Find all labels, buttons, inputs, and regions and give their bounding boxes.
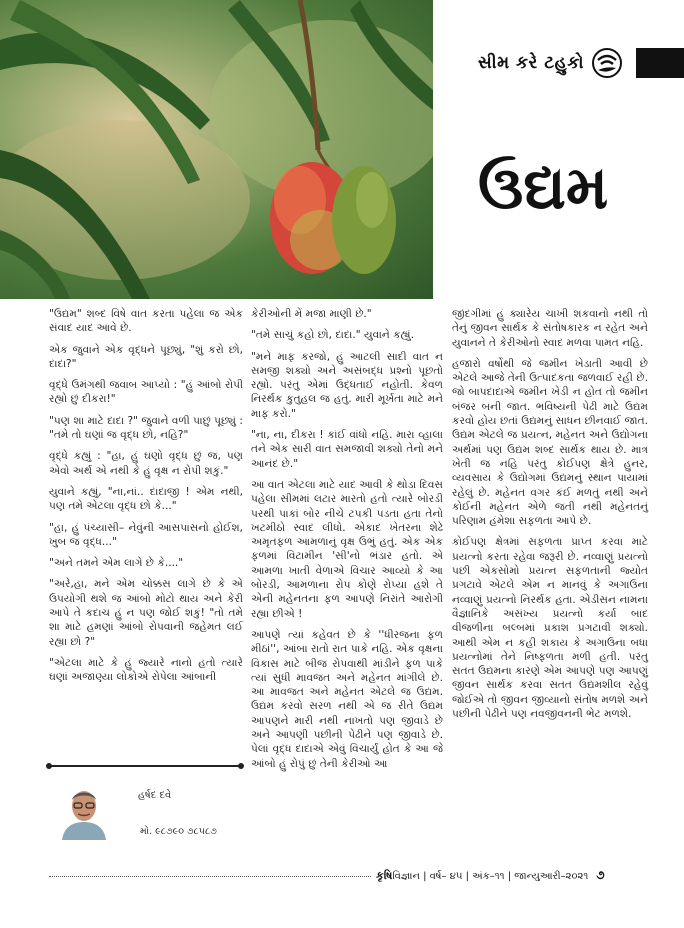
tag-black-bar <box>636 48 684 78</box>
article-headline: ઉદ્યમ <box>478 153 609 223</box>
column-tag <box>478 46 684 80</box>
paragraph: "એટલા માટે કે હું જ્યારે નાનો હતો ત્યારે ઘણાં અજાણ્યા લોકોએ રોપેલા આંબાની <box>49 656 243 684</box>
mango-tree-photo <box>0 0 433 299</box>
paragraph: "અરે,હા, મને એમ ચોક્કસ લાગે છે કે એ ઉપયોગી થશે જ આંબો મોટો થાય અને કેરી આપે તે કદાચ હું ન પણ જોઈ શકું! "તો તમે શા માટે હમણાં આંબો રોપવાની જહેમત લઈ રહ્યા છો ?" <box>49 578 243 648</box>
paragraph: હજારો વર્ષોથી જે જમીન ખેડાતી આવી છે એટલે આજે તેની ઉત્પાદકતા જળવાઈ રહી છે. જો બાપદાદાએ જમીન ખેડી ન હોત તો જમીન બંજર બની જાત. ભવિષ્યની પેઢી માટે ઉદ્યમ કરવો હોય છતાં ઉદ્યમનું સાધન છીનવાઈ જાત. ઉદ્યમ એટલે જ પ્રયત્ન, મહેનત અને ઉદ્યોગના અર્થમાં પણ ઉદ્યમ શબ્દ સાર્થક થાય છે. માત્ર ખેતી જ નહિ પરંતુ કોઈપણ ક્ષેત્રે હુનર, વ્યવસાય કે ઉદ્યોગમાં ઉદ્યમનું સ્થાન પાયામાં રહેલું છે. મહેનત વગર કંઈ મળતું નથી અને કોઈની મહેનત એળે જતી નથી મહેનતનું પરિણામ હંમેશા સફળતા આપે છે. <box>452 357 648 528</box>
hero-mango-photo <box>0 0 433 299</box>
author-portrait <box>58 784 110 840</box>
article-column-1 <box>49 307 243 692</box>
author-mobile: મો. ૯૮૭૯૦ ૭૮૫૮૭ <box>140 826 217 837</box>
paragraph: "તમે સાચું કહો છો, દાદા." યુવાને કહ્યું. <box>251 329 414 342</box>
footer-brand: કૃષિ <box>376 869 393 882</box>
paragraph: "હા, હું પંચ્યાસી– નેવુંની આસપાસનો હોઈશ, ખુબ જ વૃદ્ધ..." <box>49 521 243 548</box>
column-tag-label: સીમ કરે ટહુકો <box>478 53 584 73</box>
paragraph: કોઈપણ ક્ષેત્રમાં સફળતા પ્રાપ્ત કરવા માટે પ્રયત્નો કરતા રહેવા જરૂરી છે. નવ્વાણું પ્રયત્નો પછી એકસોમો પ્રયત્ન સફળતાની જ્યોત પ્રગટાવે એટલે એમ ન માનવું કે અગાઉના નવ્વાણું પ્રયત્નો નિરર્થક હતા. એડીસન નામના વૈજ્ઞાનિકે અસંખ્ય પ્રયત્નો કર્યા બાદ વીજળીના બલ્બમાં પ્રકાશ પ્રગટાવી શક્યો. આથી એમ ન કહી શકાય કે અગાઉના બધા પ્રયત્નોમાં તેને નિષ્ફળતા મળી હતી. પરંતુ સતત ઉદ્યમના કારણે એમ આપણે પણ આપણું જીવન સાર્થક કરવા સતત ઉદ્યમશીલ રહેવું જોઈએ તો જીવન જીવ્યાનો સંતોષ મળશે અને પછીની પેઢીને પણ નવજીવનની ભેટ મળશે. <box>452 536 648 721</box>
paragraph: યુવાને કહ્યું, "ના,નાં.. દાદાજી ! એમ નથી, પણ તમે એટલા વૃદ્ધ છો કે..." <box>49 485 243 513</box>
paragraph: વૃદ્ધે કહ્યું : "હા, હું ઘણો વૃદ્ધ છું જ, પણ એવો અર્થ એ નથી કે હું વૃક્ષ ન રોપી શકું." <box>49 450 243 477</box>
paragraph: "અને તમને એમ લાગે છે કે...." <box>49 557 184 570</box>
paragraph: એક જુવાને એક વૃદ્ધને પૂછ્યું, "શું કરો છો, દાદા?" <box>49 343 243 370</box>
paragraph: "ના, ના, દીકરા ! કાંઈ વાંધો નહિ. મારા વ્હાલા તને એક સારી વાત સમજાવી શક્યો તેનો મને આનંદ છે." <box>251 429 443 470</box>
paragraph: જીંદગીમાં હું ક્યારેય ચાખી શકવાનો નથી તો તેનું જીવન સાર્થક કે સંતોષકારક ન રહેત અને યુવાનને તે કેરીઓનો સ્વાદ મળવા પામત નહિ. <box>452 308 648 349</box>
page-footer <box>376 868 605 883</box>
author-name: હર્ષદ દવે <box>138 790 172 801</box>
article-column-2 <box>251 307 443 778</box>
paragraph: "પણ શા માટે દાદા ?" જુવાને વળી પાછું પૂછ્યું : "તમે તો ઘણાં જ વૃદ્ધ છો, નહિ?" <box>49 414 243 442</box>
paragraph: કેરીઓની મેં મજા માણી છે." <box>251 308 372 320</box>
paragraph: વૃદ્ધે ઉમંગથી જવાબ આપ્યો : "હું આંબો રોપી રહ્યો છું દીકરા!" <box>49 379 243 406</box>
footer-issue-info: વિજ્ઞાન | વર્ષ– ૪૫ | અંક–૧૧ | જાન્યુઆરી–૨૦૨૧ <box>392 871 589 882</box>
footer-dotted-rule <box>49 876 371 877</box>
paragraph: "મને માફ કરજો, હું આટલી સાદી વાત ન સમજી શક્યો અને અસંબદ્ધ પ્રશ્નો પૂછતો રહ્યો. પરંતુ એમાં ઉદ્ધતાઈ નહોતી. કેવળ નિરર્થક કુતુહલ જ હતું. મારી મૂર્ખતા માટે મને માફ કરો." <box>251 350 443 420</box>
wifi-leaf-icon <box>592 48 622 78</box>
paragraph: "ઉદ્યમ" શબ્દ વિષે વાત કરતા પહેલા જ એક સંવાદ યાદ આવે છે. <box>49 308 243 335</box>
author-divider <box>49 765 241 767</box>
paragraph: આપણે ત્યાં કહેવત છે કે ''ધીરજના ફળ મીઠાં'', આંબા રાતો રાત પાકે નહિ. એક વૃક્ષના વિકાસ માટે બીજ રોપવાથી માંડીને ફળ પાકે ત્યાં સુધી માવજત અને મહેનત માંગીલે છે. આ માવજત અને મહેનત એટલે જ ઉદ્યમ. ઉદ્યમ કરવો સરળ નથી એ જ રીતે ઉદ્યમ આપણને મારી નથી નાખતો પણ જીવાડે છે અને આપણી પછીની પેઢીને પણ જીવાડે છે. પેલાં વૃદ્ધ દાદાએ એવું વિચાર્યું હોત કે આ જે આંબો હું રોપું છું તેની કેરીઓ આ <box>251 628 443 770</box>
article-column-3 <box>452 307 648 728</box>
page-number: ૭ <box>596 868 605 882</box>
paragraph: આ વાત એટલા માટે યાદ આવી કે થોડા દિવસ પહેલા સીમમાં લટાર મારતો હતો ત્યારે બોરડી પરથી પાકાં બોર નીચે ટપકી પડતા હતા તેનો ખટમીઠો સ્વાદ લીધો. એકાદ ખેતરના શેઢે અમૃતફળ આમળાનું વૃક્ષ ઉભું હતું. એક એક ફળમાં વિટામીન 'સી'નો ભંડાર હતો. એ આમળા ખાતી વેળાએ વિચાર આવ્યો કે આ બોરડી, આમળાના રોપ કોણે રોપ્યા હશે તે એની મહેનતના ફળ આપણે નિરાંતે આરોગી રહ્યા છીએ ! <box>251 478 443 620</box>
